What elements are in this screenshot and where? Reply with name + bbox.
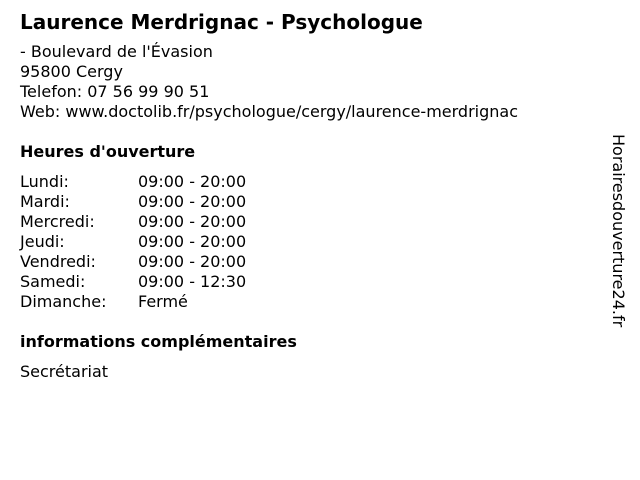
business-listing (20, 10, 600, 382)
day-label: Jeudi: (20, 232, 65, 251)
page-title: Laurence Merdrignac - Psychologue (20, 10, 423, 34)
time-value: Fermé (138, 292, 188, 311)
time-value: 09:00 - 12:30 (138, 272, 247, 291)
address-block (20, 42, 600, 122)
hours-row-monday (20, 172, 600, 192)
time-value: 09:00 - 20:00 (138, 232, 247, 251)
hours-row-tuesday (20, 192, 600, 212)
day-label: Dimanche: (20, 292, 107, 311)
city-postal: 95800 Cergy (20, 62, 123, 81)
day-label: Mercredi: (20, 212, 95, 231)
day-label: Mardi: (20, 192, 70, 211)
opening-hours-table (20, 172, 600, 312)
hours-row-friday (20, 252, 600, 272)
time-value: 09:00 - 20:00 (138, 212, 247, 231)
time-value: 09:00 - 20:00 (138, 252, 247, 271)
opening-hours-heading: Heures d'ouverture (20, 142, 196, 161)
street-address: - Boulevard de l'Évasion (20, 42, 213, 61)
time-value: 09:00 - 20:00 (138, 192, 247, 211)
additional-info-heading: informations complémentaires (20, 332, 297, 351)
phone-number: Telefon: 07 56 99 90 51 (20, 82, 210, 101)
day-label: Vendredi: (20, 252, 96, 271)
additional-info-item: Secrétariat (20, 362, 109, 381)
hours-row-wednesday (20, 212, 600, 232)
hours-row-sunday (20, 292, 600, 312)
day-label: Lundi: (20, 172, 69, 191)
site-watermark: Horairesdouverture24.fr (609, 134, 628, 328)
website-link[interactable]: Web: www.doctolib.fr/psychologue/cergy/laurence-merdrignac (20, 102, 518, 121)
day-label: Samedi: (20, 272, 86, 291)
time-value: 09:00 - 20:00 (138, 172, 247, 191)
hours-row-saturday (20, 272, 600, 292)
hours-row-thursday (20, 232, 600, 252)
